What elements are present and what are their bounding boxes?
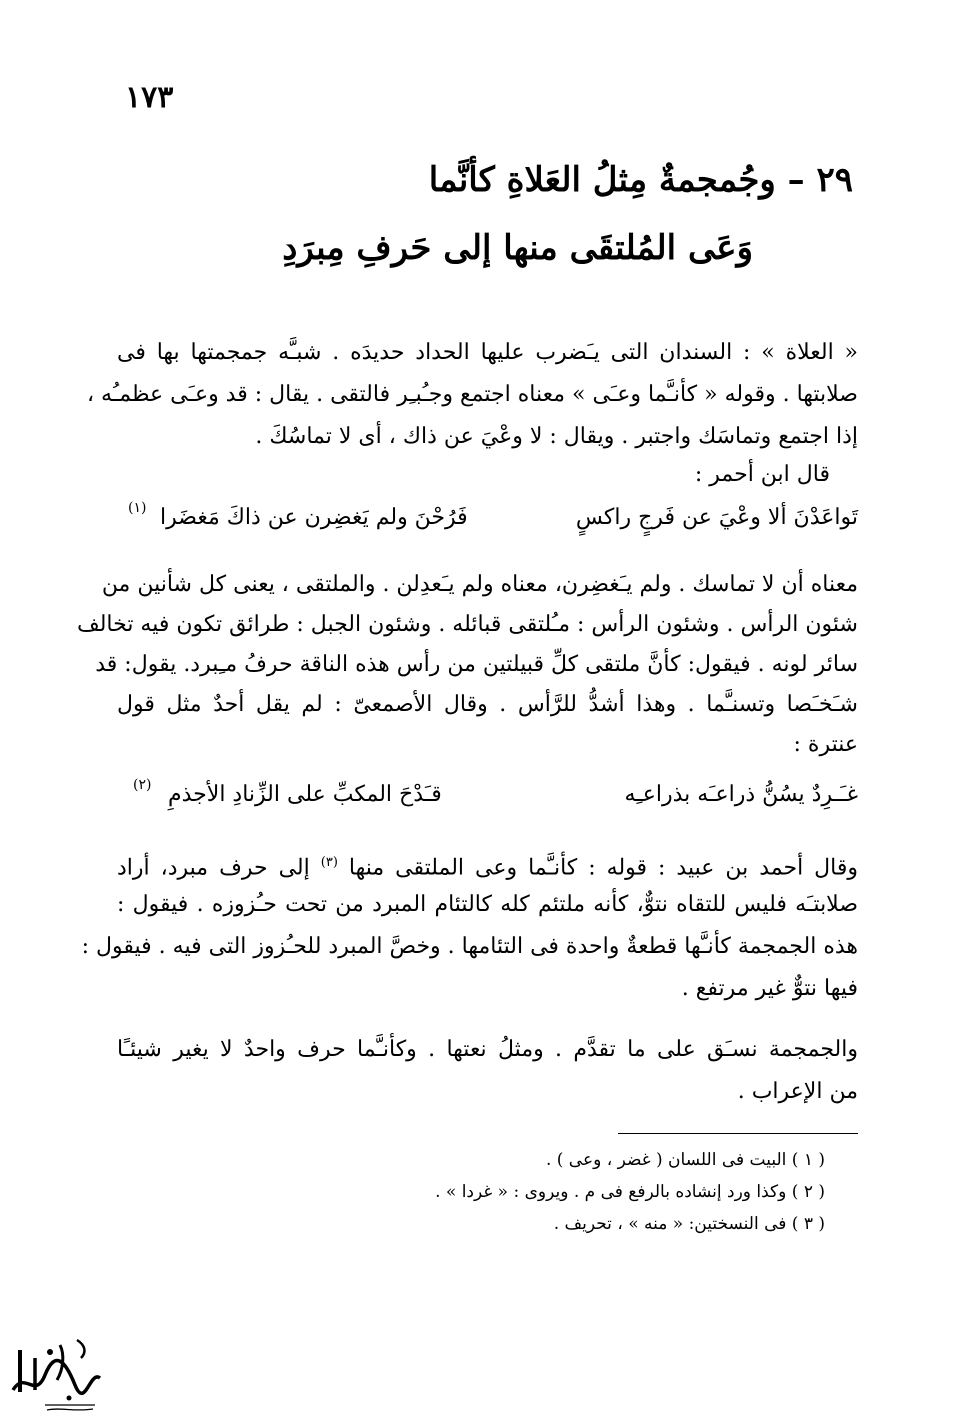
verse-hemistich-2: وَعَى المُلتقَى منها إلى حَرفِ مِبرَدِ [282, 228, 753, 268]
para2-line-4: شـَخـَصا وتسنـَّما . وهذا أشدُّ للرَّأس . وقال الأصمعىّ : لم يقل أحدٌ مثل قول [117, 692, 858, 717]
para2-line-5: عنترة : [793, 732, 858, 757]
footnote-marker-2: (٢) [133, 777, 152, 793]
para2-line-3: سائر لونه . فيقول: كأنَّ ملتقى كلِّ قبيلتين من رأس هذه الناقة حرفُ مـِبرد. يقول: قد [95, 652, 858, 677]
footnote-separator [618, 1133, 858, 1134]
verse-hemistich-1: ٢٩ – وجُمجمةٌ مِثلُ العَلاةِ كأنَّما [428, 160, 853, 200]
poem1-second-hemistich: فَرُحْنَ ولم يَغضِرن عن ذاكَ مَغضَرا [160, 505, 468, 530]
page-number: ١٧٣ [125, 80, 174, 115]
para3-line-2: صلابتـَه فليس للتقاه نتوٌّ، كأنه ملتئم كله كالتئام المبرد من تحت حـُزوزه . فيقول : [117, 892, 858, 917]
footnote-1: ( ١ ) البيت فى اللسان ( غضر ، وعى ) . [545, 1150, 825, 1170]
footnote-marker-1: (١) [128, 500, 147, 516]
para3-line-1 [117, 848, 858, 883]
quote-intro-ibn-ahmar: قال ابن أحمر : [694, 462, 830, 487]
calligraphy-stamp-icon [5, 1330, 105, 1415]
para3-line-1-end: إلى حرف مبرد، أراد [117, 855, 310, 881]
para2-line-2: شئون الرأس . وشئون الرأس : مـُلتقى قبائله . وشئون الجبل : طرائق تكون فيه تخالف [76, 612, 858, 637]
para3-line-4: فيها نتوٌّ غير مرتفع . [681, 976, 858, 1001]
footnote-2: ( ٢ ) وكذا ورد إنشاده بالرفع فى م . ويروى : « غردا » . [435, 1182, 825, 1202]
footnote-marker-3: (٣) [320, 855, 338, 870]
poem1-first-hemistich: تَواعَدْنَ ألا وعْيَ عن فَرجٍ راكسٍ [575, 505, 858, 530]
para3-line-3: هذه الجمجمة كأنـَّها قطعةٌ واحدة فى التئامها . وخصَّ المبرد للحـُزوز التى فيه . فيقول : [81, 934, 858, 959]
para4-line-2: من الإعراب . [737, 1079, 858, 1104]
para1-line-2: صلابتها . وقوله « كأنـَّما وعـَى » معناه اجتمع وجـُبـِر فالتقى . يقال : قد وعـَى عظمـُه ، [86, 382, 858, 407]
para2-line-1: معناه أن لا تماسك . ولم يـَغضِرن، معناه ولم يـَعدِلن . والملتقى ، يعنى كل شأنين من [101, 572, 858, 597]
para1-line-1: « العلاة » : السندان التى يـَضرب عليها الحداد حديدَه . شبـَّه جمجمتها بها فى [117, 340, 858, 365]
library-stamp-logo [5, 1330, 105, 1415]
para3-line-1-start: وقال أحمد بن عبيد : قوله : كأنـَّما وعى الملتقى منها [348, 855, 858, 881]
para4-line-1: والجمجمة نسـَق على ما تقدَّم . ومثلُ نعتها . وكأنـَّما حرف واحدٌ لا يغير شيئـًا [117, 1037, 858, 1062]
para1-line-3: إذا اجتمع وتماسَك واجتبر . ويقال : لا وعْيَ عن ذاك ، أى لا تماسُكَ . [255, 424, 858, 449]
footnote-3: ( ٣ ) فى النسختين: « منه » ، تحريف . [553, 1214, 825, 1234]
poem2-second-hemistich: قـَدْحَ المكبِّ على الزِّنادِ الأجذمِ [168, 782, 442, 807]
poem2-first-hemistich: غـَـرِدٌ يسُنُّ ذراعـَه بذراعـِه [624, 782, 858, 807]
